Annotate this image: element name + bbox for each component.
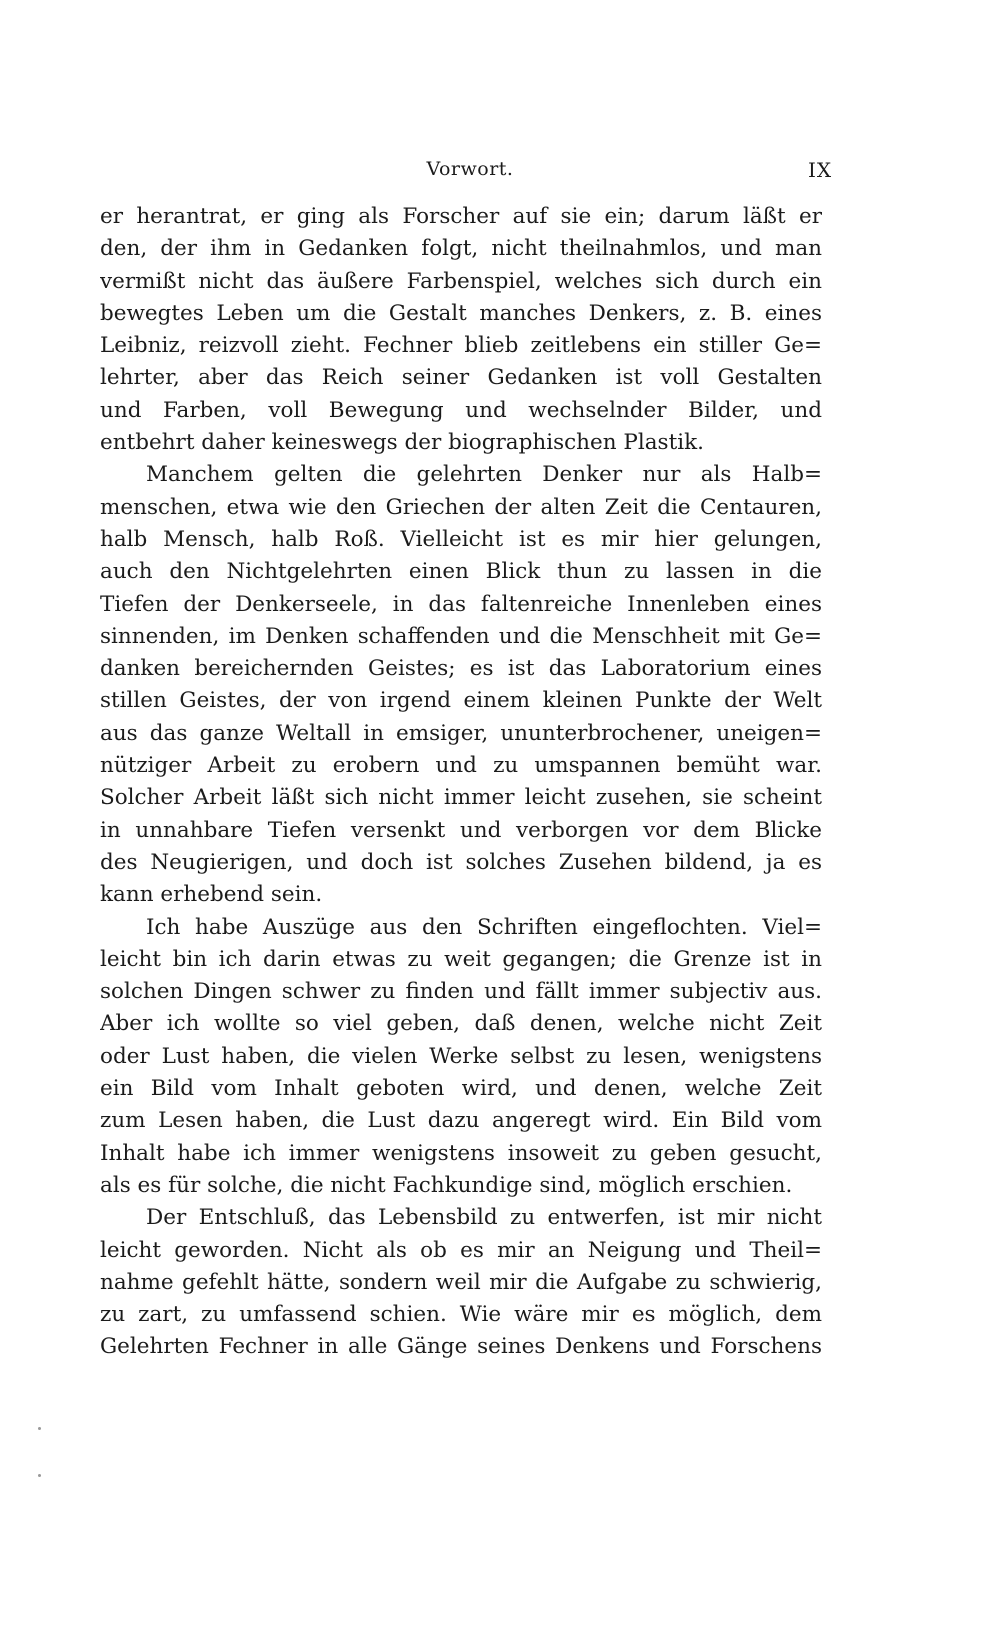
text-line: vermißt nicht das äußere Farbenspiel, welches sich durch ein bbox=[100, 268, 822, 294]
text-line: nahme gefehlt hätte, sondern weil mir die Aufgabe zu schwierig, bbox=[100, 1269, 822, 1295]
scan-speck bbox=[38, 1474, 41, 1477]
text-line: als es für solche, die nicht Fachkundige sind, möglich erschien. bbox=[100, 1172, 793, 1198]
body-text bbox=[100, 201, 822, 1364]
text-line: lehrter, aber das Reich seiner Gedanken ist voll Gestalten bbox=[100, 365, 822, 391]
text-line: Ich habe Auszüge aus den Schriften eingeflochten. Viel= bbox=[146, 914, 822, 940]
text-line: halb Mensch, halb Roß. Vielleicht ist es mir hier gelungen, bbox=[100, 526, 822, 552]
text-line: in unnahbare Tiefen versenkt und verborgen vor dem Blicke bbox=[100, 817, 822, 843]
text-line: nütziger Arbeit zu erobern und zu umspannen bemüht war. bbox=[100, 753, 822, 779]
text-line: danken bereichernden Geistes; es ist das Laboratorium eines bbox=[100, 656, 822, 682]
text-line: oder Lust haben, die vielen Werke selbst zu lesen, wenigstens bbox=[100, 1043, 822, 1069]
text-line: Leibniz, reizvoll zieht. Fechner blieb zeitlebens ein stiller Ge= bbox=[100, 333, 822, 359]
text-line: stillen Geistes, der von irgend einem kleinen Punkte der Welt bbox=[100, 688, 822, 714]
text-line: leicht bin ich darin etwas zu weit gegangen; die Grenze ist in bbox=[100, 946, 822, 972]
text-line: entbehrt daher keineswegs der biographischen Plastik. bbox=[100, 430, 704, 456]
text-line: des Neugierigen, und doch ist solches Zusehen bildend, ja es bbox=[100, 849, 822, 875]
text-line: Solcher Arbeit läßt sich nicht immer leicht zusehen, sie scheint bbox=[100, 785, 822, 811]
text-line: ein Bild vom Inhalt geboten wird, und denen, welche Zeit bbox=[100, 1076, 822, 1102]
text-line: Der Entschluß, das Lebensbild zu entwerfen, ist mir nicht bbox=[146, 1205, 822, 1231]
text-line: Aber ich wollte so viel geben, daß denen, welche nicht Zeit bbox=[100, 1011, 822, 1037]
text-line: Tiefen der Denkerseele, in das faltenreiche Innenleben eines bbox=[100, 591, 822, 617]
text-line: Gelehrten Fechner in alle Gänge seines Denkens und Forschens bbox=[100, 1334, 822, 1360]
text-line: auch den Nichtgelehrten einen Blick thun zu lassen in die bbox=[100, 559, 822, 585]
text-line: Manchem gelten die gelehrten Denker nur als Halb= bbox=[146, 462, 822, 488]
page-number: IX bbox=[808, 158, 833, 182]
text-line: bewegtes Leben um die Gestalt manches Denkers, z. B. eines bbox=[100, 300, 822, 326]
text-line: menschen, etwa wie den Griechen der alten Zeit die Centauren, bbox=[100, 494, 822, 520]
text-line: sinnenden, im Denken schaffenden und die Menschheit mit Ge= bbox=[100, 623, 822, 649]
text-line: er herantrat, er ging als Forscher auf sie ein; darum läßt er bbox=[100, 204, 822, 229]
text-line: aus das ganze Weltall in emsiger, ununterbrochener, uneigen= bbox=[100, 720, 822, 746]
text-line: zu zart, zu umfassend schien. Wie wäre mir es möglich, dem bbox=[100, 1302, 822, 1328]
text-line: leicht geworden. Nicht als ob es mir an Neigung und Theil= bbox=[100, 1237, 822, 1263]
text-line: den, der ihm in Gedanken folgt, nicht theilnahmlos, und man bbox=[100, 236, 822, 262]
running-head bbox=[0, 158, 1000, 188]
section-title: Vorwort. bbox=[426, 158, 514, 180]
text-line: solchen Dingen schwer zu finden und fällt immer subjectiv aus. bbox=[100, 979, 822, 1005]
scan-speck bbox=[38, 1427, 41, 1430]
text-line: und Farben, voll Bewegung und wechselnder Bilder, und bbox=[100, 397, 822, 423]
text-line: kann erhebend sein. bbox=[100, 882, 323, 908]
text-line: Inhalt habe ich immer wenigstens insoweit zu geben gesucht, bbox=[100, 1140, 822, 1166]
text-line: zum Lesen haben, die Lust dazu angeregt wird. Ein Bild vom bbox=[100, 1108, 822, 1134]
